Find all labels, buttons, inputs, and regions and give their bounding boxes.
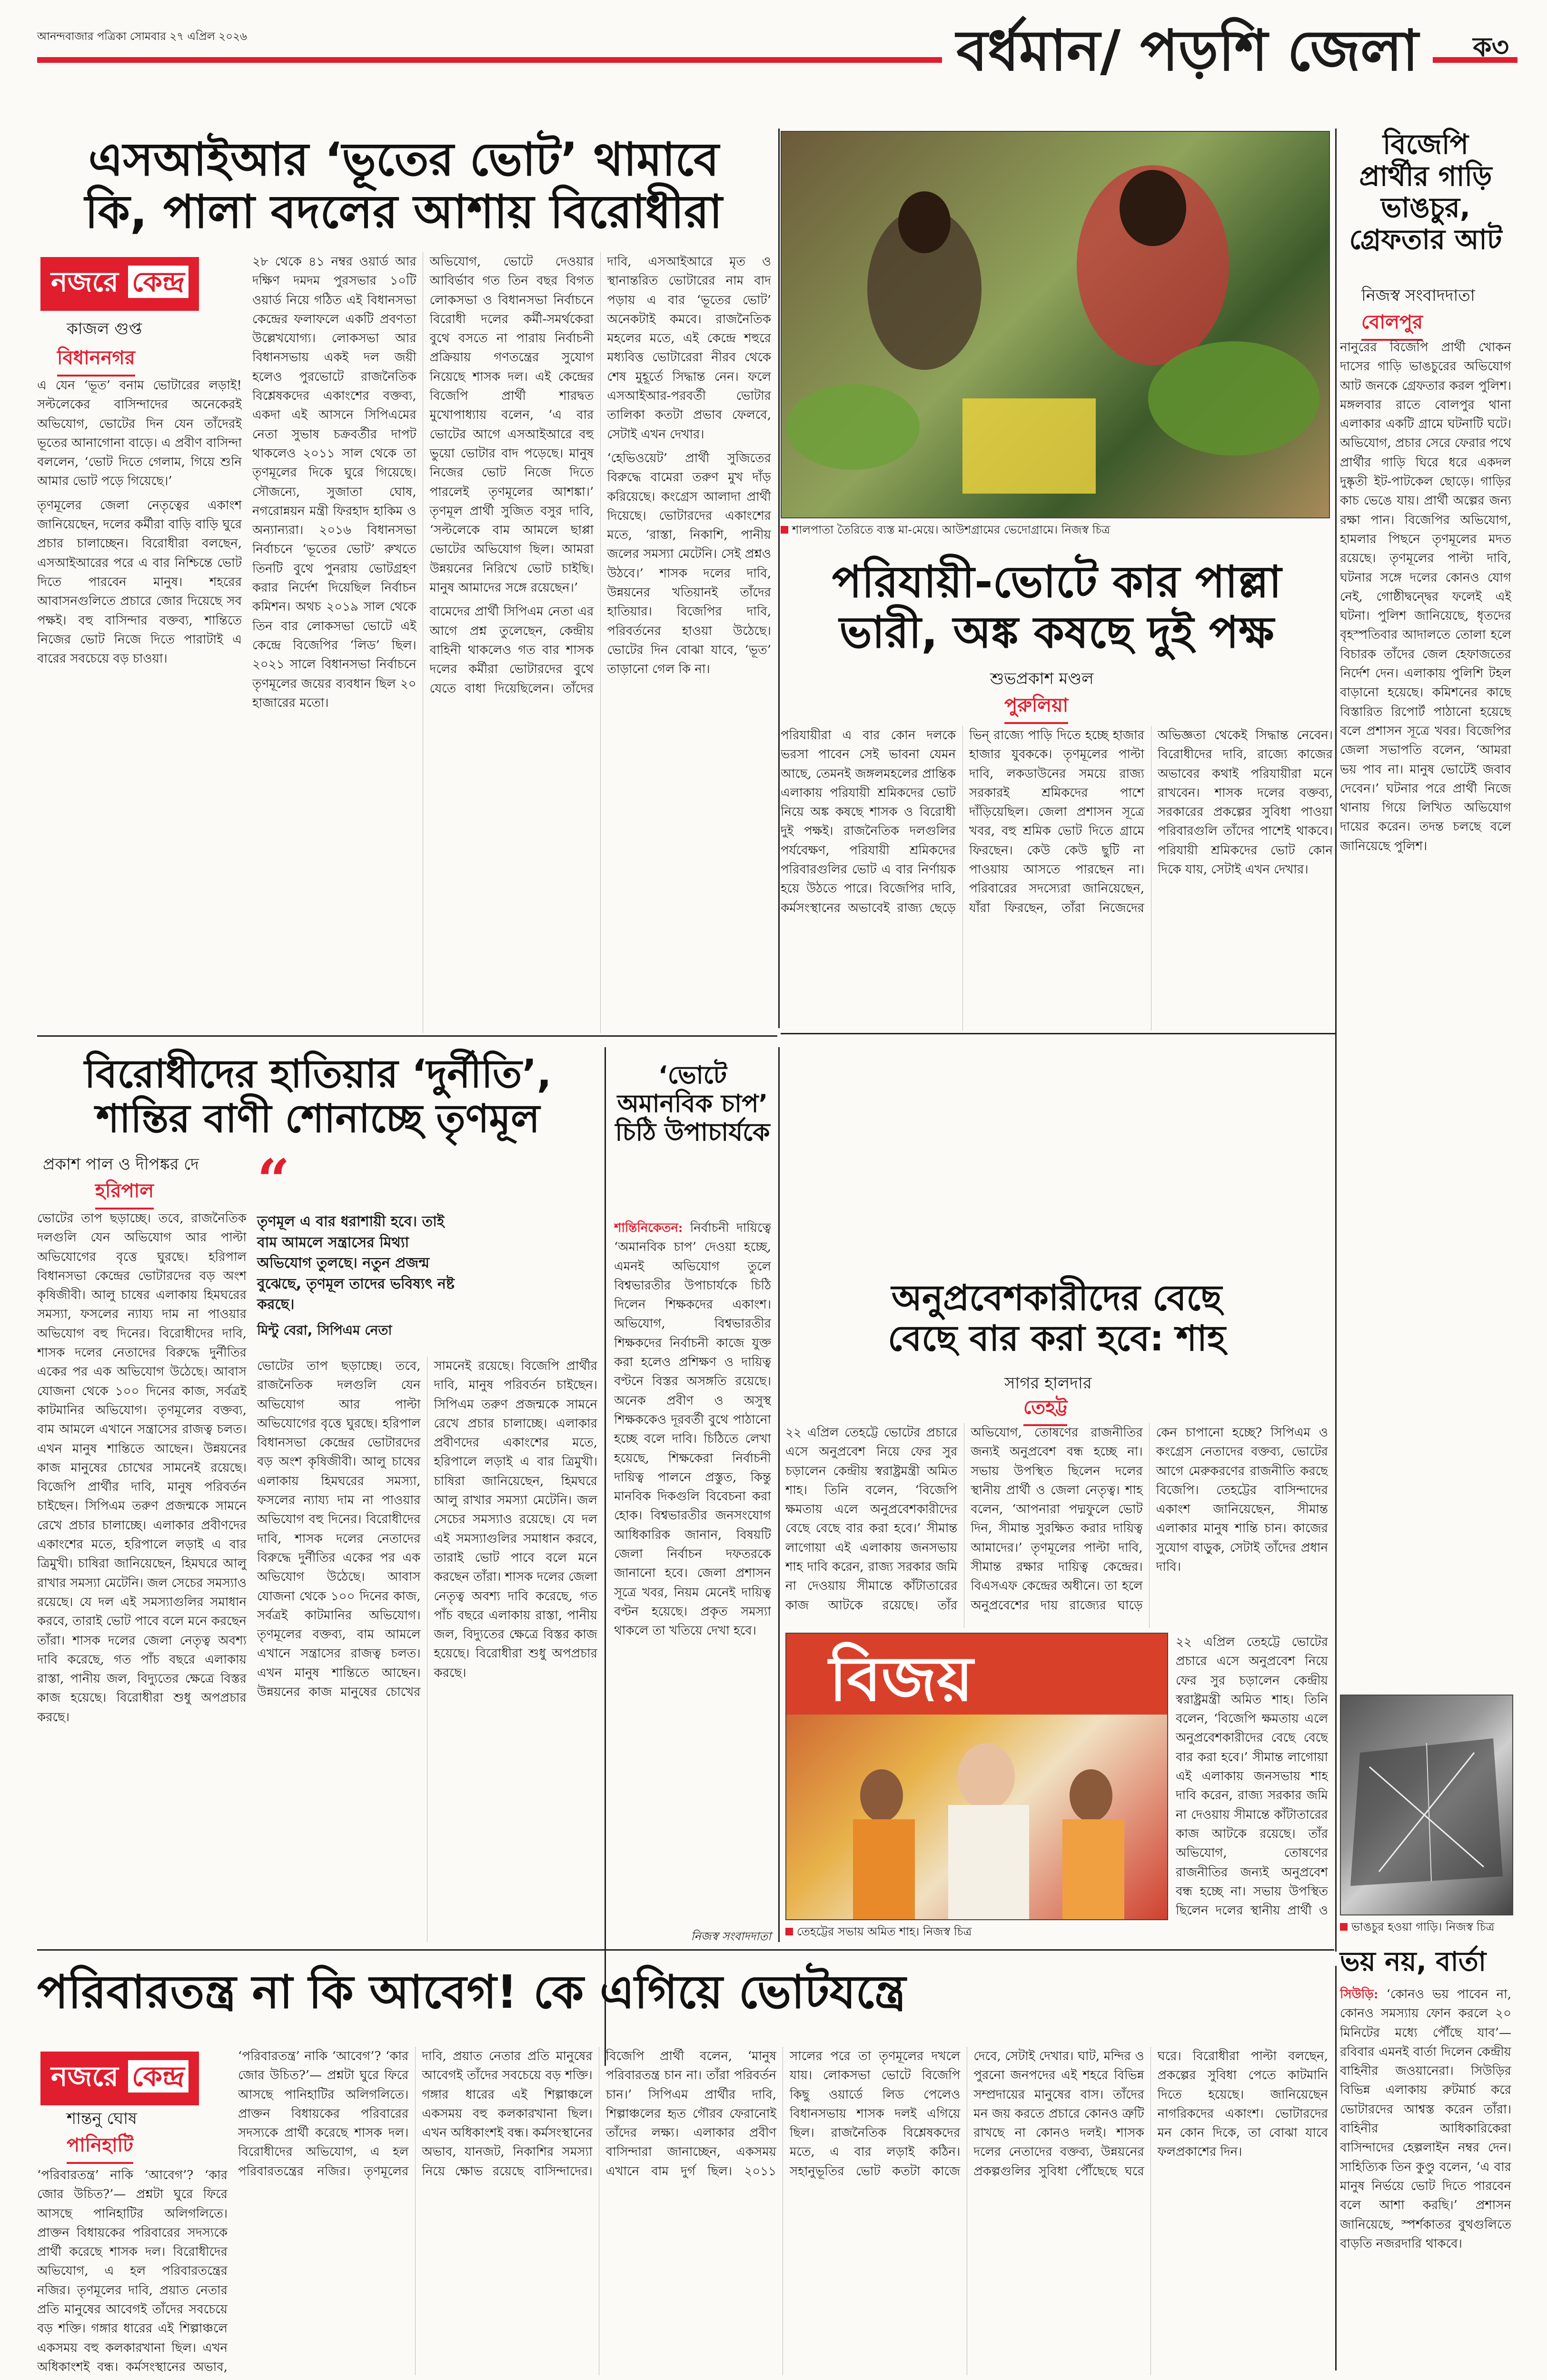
photo1-caption xyxy=(781,521,1328,540)
caption-marker xyxy=(781,526,788,534)
story4-body-col xyxy=(37,1209,247,1942)
story4-headline xyxy=(37,1052,599,1142)
story1-col1-text: ২৮ থেকে ৪১ নম্বর ওয়ার্ড আর দক্ষিণ দমদম পুরসভার ১০টি ওয়ার্ড নিয়ে গঠিত এই বিধানসভা কেন্দ্রের ফলাফলে একটি প্রবণতা উল্লেখযোগ্য। লোকসভা আর বিধানসভায় একই দল জয়ী হলেও পুরভোটে রাজনৈতিক বিশ্লেষকদের একাংশের বক্তব্য, একদা এই আসনে সিপিএমের নেতা সুভাষ চক্রবর্তীর দাপট থাকলেও ২০১১ সাল থেকে তা তৃণমূলের দিকে ঘুরে গিয়েছে। সৌজন্যে, সুজাতা ঘোষ, নগরোন্নয়ন মন্ত্রী ফিরহাদ হাকিম ও অন্যান্যরা। ২০১৬ বিধানসভা নির্বাচনে ‘ভূতের ভোট’ রুখতে তিনটি বুথে পুনরায় ভোটগ্রহণ করার নির্দেশ দিয়েছিল নির্বাচন কমিশন। অথচ ২০১৯ সাল থেকে তিন বার লোকসভা ভোটে এই কেন্দ্রে বিজেপির ‘লিড’ ছিল। ২০২১ সালে বিধানসভা নির্বাচনে তৃণমূলের জয়ের ব্যবধান ছিল ২০ হাজারের মতো। xyxy=(252,255,416,710)
story2-headline-line1: পরিযায়ী-ভোটে কার পাল্লা xyxy=(832,556,1282,607)
story1-author: কাজল গুপ্ত xyxy=(67,319,142,338)
story4-body-more xyxy=(257,1357,597,1942)
story7-body-text: ‘পরিবারতন্ত্র’ নাকি ‘আবেগ’? ‘কার জোর উচিত?’— প্রশ্নটা ঘুরে ফিরে আসছে পানিহাটির অলিগলিতে। প্রাক্তন বিধায়কের পরিবারের সদস্যকে প্রার্থী করেছে শাসক দল। বিরোধীদের অভিযোগ, এ হল পরিবারতন্ত্রের নজির। তৃণমূলের দাবি, প্রয়াত নেতার প্রতি মানুষের আবেগই তাঁদের সবচেয়ে বড় শক্তি। গঙ্গার ধারের এই শিল্পাঞ্চলে একসময় বহু কলকারখানা ছিল। এখন অধিকাংশই বন্ধ। কর্মসংস্থানের অভাব, যানজট, নিকাশির সমস্যা নিয়ে ক্ষোভ রয়েছে বাসিন্দাদের। বিজেপি প্রার্থী বলেন, ‘মানুষ পরিবারতন্ত্র চান না। তাঁরা পরিবর্তন চান।’ সিপিএম প্রার্থীর দাবি, শিল্পাঞ্চলের হৃত গৌরব ফেরানোই তাঁদের লক্ষ্য। এলাকার প্রবীণ বাসিন্দারা জানাচ্ছেন, একসময় এখানে বাম দুর্গ ছিল। ২০১১ সালের পরে তা তৃণমূলের দখলে যায়। লোকসভা ভোটে বিজেপি কিছু ওয়ার্ডে লিড পেলেও বিধানসভায় শাসক দলই এগিয়ে ছিল। রাজনৈতিক বিশ্লেষকদের মতে, এ বার লড়াই কঠিন। সহানুভূতির ভোট কতটা কাজে দেবে, সেটাই দেখার। ঘাট, মন্দির ও পুরনো জনপদের এই শহরে বিভিন্ন সম্প্রদায়ের মানুষের বাস। তাঁদের মন জয় করতে প্রচারে কোনও ত্রুটি রাখছে না কোনও দলই। শাসক দলের নেতাদের বক্তব্য, উন্নয়নের প্রকল্পগুলির সুবিধা পৌঁছেছে ঘরে ঘরে। বিরোধীরা পাল্টা বলছেন, প্রকল্পের সুবিধা পেতে কাটমানি দিতে হয়েছে। জানিয়েছেন নাগরিকদের একাংশ। ভোটারদের মন কোন দিকে, তা বোঝা যাবে ফলপ্রকাশের দিন। xyxy=(238,2049,1328,2179)
story3-photo-caption-text: ভাঙচুর হওয়া গাড়ি। নিজস্ব চিত্র xyxy=(1351,1920,1495,1934)
story8-place: সিউড়ি: xyxy=(1340,1987,1378,2002)
story3-headline xyxy=(1340,129,1511,256)
divider xyxy=(37,1949,1334,1951)
story5-body-text: নির্বাচনী দায়িত্বে ‘অমানবিক চাপ’ দেওয়া হচ্ছে, এমনই অভিযোগ তুলে বিশ্বভারতীর উপাচার্যকে চিঠি দিলেন শিক্ষকদের একাংশ। অভিযোগ, বিশ্বভারতীর শিক্ষকদের নির্বাচনী কাজে যুক্ত করা হলেও প্রশিক্ষণ ও দায়িত্ব বণ্টনে বিস্তর অসঙ্গতি রয়েছে। অনেক প্রবীণ ও অসুস্থ শিক্ষককেও দূরবর্তী বুথে পাঠানো হচ্ছে বলে দাবি। চিঠিতে লেখা হয়েছে, শিক্ষকেরা নির্বাচনী দায়িত্ব পালনে প্রস্তুত, কিন্তু মানবিক দিকগুলি বিবেচনা করা হোক। বিশ্বভারতীর জনসংযোগ আধিকারিক জানান, বিষয়টি জেলা নির্বাচন দফতরকে জানানো হবে। জেলা প্রশাসন সূত্রে খবর, নিয়ম মেনেই দায়িত্ব বণ্টন হয়েছে। প্রকৃত সমস্যা থাকলে তা খতিয়ে দেখা হবে। xyxy=(614,1221,771,1638)
story1-headline-line2: কি, পালা বদলের আশায় বিরোধীরা xyxy=(85,185,723,239)
story4-author: প্রকাশ পাল ও দীপঙ্কর দে xyxy=(43,1155,199,1174)
story7-place: পানিহাটি xyxy=(67,2130,133,2164)
story7-kicker-a: নজরে xyxy=(51,2060,119,2092)
story7-kicker-b: কেন্দ্র xyxy=(128,2060,188,2092)
divider xyxy=(778,129,780,1028)
story1-col5-text: তৃণমূলের জেলা নেতৃত্বের একাংশ জানিয়েছেন, দলের কর্মীরা বাড়ি বাড়ি ঘুরে প্রচার চালাচ্ছেন। বিরোধীরা বলছেন, এসআইআরের পরে এ বার নিশ্চিন্তে ভোট দিতে পারবেন মানুষ। শহরের আবাসনগুলিতে প্রচারে জোর দিয়েছে সব পক্ষই। বহু বাসিন্দার বক্তব্য, শান্তিতে নিজের ভোট নিজে দিতে পারাটাই এ বারের সবচেয়ে বড় চাওয়া। xyxy=(37,498,242,666)
story1-headline-line1: এসআইআর ‘ভূতের ভোট’ থামাবে xyxy=(88,133,719,186)
photo-illustration xyxy=(782,132,1329,517)
story6-headline-line1: অনুপ্রবেশকারীদের বেছে xyxy=(891,1278,1222,1319)
divider xyxy=(605,1047,606,2066)
story1-kicker-a: নজরে xyxy=(51,266,119,298)
divider xyxy=(781,1033,1335,1034)
story3-place-wrap xyxy=(1361,307,1423,341)
story6-headline xyxy=(785,1278,1328,1359)
story6-place-wrap xyxy=(1023,1392,1067,1426)
story7-headline: পরিবারতন্ত্র না কি আবেগ! কে এগিয়ে ভোটযন্ত্রে xyxy=(37,1965,906,2019)
story2-headline-line2: ভারী, অঙ্ক কষছে দুই পক্ষ xyxy=(839,606,1274,658)
story6-body-side xyxy=(1176,1633,1328,1918)
story3-place: বোলপুর xyxy=(1361,307,1423,341)
story1-kicker xyxy=(40,257,199,311)
rally-banner-text: বিজয় xyxy=(829,1643,973,1715)
story6-body-text: ২২ এপ্রিল তেহট্টে ভোটের প্রচারে এসে অনুপ্রবেশ নিয়ে ফের সুর চড়ালেন কেন্দ্রীয় স্বরাষ্ট্রমন্ত্রী অমিত শাহ। তিনি বলেন, ‘বিজেপি ক্ষমতায় এলে অনুপ্রবেশকারীদের বেছে বেছে বার করা হবে।’ সীমান্ত লাগোয়া এই এলাকায় জনসভায় শাহ দাবি করেন, রাজ্য সরকার জমি না দেওয়ায় সীমান্তে কাঁটাতারের কাজ আটকে রয়েছে। তাঁর অভিযোগ, তোষণের রাজনীতির জন্যই অনুপ্রবেশ বন্ধ হচ্ছে না। সভায় উপস্থিত ছিলেন দলের স্থানীয় প্রার্থী ও জেলা নেতৃত্ব। শাহ বলেন, ‘আপনারা পদ্মফুলে ভোট দিন, সীমান্ত সুরক্ষিত করার দায়িত্ব আমাদের।’ তৃণমূলের পাল্টা দাবি, সীমান্ত রক্ষার দায়িত্ব কেন্দ্রের। বিএসএফ কেন্দ্রের অধীনে। তা হলে অনুপ্রবেশের দায় রাজ্যের ঘাড়ে কেন চাপানো হচ্ছে? সিপিএম ও কংগ্রেস নেতাদের বক্তব্য, ভোটের আগে মেরুকরণের রাজনীতি করছে বিজেপি। তেহট্টের বাসিন্দাদের একাংশ জানিয়েছেন, সীমান্ত এলাকার মানুষ শান্তি চান। কাজের সুযোগ বাড়ুক, সেটাই তাঁদের প্রধান দাবি। xyxy=(785,1426,1328,1613)
story2-body xyxy=(781,726,1333,1031)
story1-lead xyxy=(37,376,242,1033)
story3-headline-line3: ভাঙচুর, xyxy=(1381,191,1470,224)
story6-body-text-continued: ২২ এপ্রিল তেহট্টে ভোটের প্রচারে এসে অনুপ্রবেশ নিয়ে ফের সুর চড়ালেন কেন্দ্রীয় স্বরাষ্ট্রমন্ত্রী অমিত শাহ। তিনি বলেন, ‘বিজেপি ক্ষমতায় এলে অনুপ্রবেশকারীদের বেছে বেছে বার করা হবে।’ সীমান্ত লাগোয়া এই এলাকায় জনসভায় শাহ দাবি করেন, রাজ্য সরকার জমি না দেওয়ায় সীমান্তে কাঁটাতারের কাজ আটকে রয়েছে। তাঁর অভিযোগ, তোষণের রাজনীতির জন্যই অনুপ্রবেশ বন্ধ হচ্ছে না। সভায় উপস্থিত ছিলেন দলের স্থানীয় প্রার্থী ও xyxy=(1176,1635,1328,1918)
story2-place: পুরুলিয়া xyxy=(1004,690,1068,724)
section-title: বর্ধমান/ পড়শি জেলা xyxy=(942,20,1433,82)
story6-author: সাগর হালদার xyxy=(1004,1374,1092,1393)
story7-kicker xyxy=(40,2052,199,2105)
quote-mark-icon: “ xyxy=(257,1147,290,1214)
story1-col4-text: ‘হেভিওয়েট’ প্রার্থী সুজিতের বিরুদ্ধে বামেরা তরুণ মুখ দাঁড় করিয়েছে। কংগ্রেস আলাদা প্রার্থী দিয়েছে। ভোটারদের একাংশের মতে, ‘রাস্তা, নিকাশি, পানীয় জলের সমস্যা মেটেনি। সেই প্রশ্নও উঠবে।’ শাসক দলের দাবি, উন্নয়নের খতিয়ানই তাঁদের হাতিয়ার। বিজেপির দাবি, পরিবর্তনের হাওয়া উঠেছে। ভোটের দিন বোঝা যাবে, ‘ভূত’ তাড়ানো গেল কি না। xyxy=(607,451,771,677)
story2-place-wrap xyxy=(1004,690,1068,724)
story3-headline-line1: বিজেপি xyxy=(1382,128,1469,160)
story3-body xyxy=(1340,338,1511,1680)
story5-place: শান্তিনিকেতন: xyxy=(614,1221,683,1235)
story1-col3-text: বামেদের প্রার্থী সিপিএম নেতা এর আগে প্রশ্ন তুলেছেন, কেন্দ্রীয় বাহিনী থাকলেও গত বার শাসক দলের কর্মীরা ভোটারদের বুথে যেতে বাধা দিয়েছিলেন। তাঁদের দাবি, এসআইআরে মৃত ও স্থানান্তরিত ভোটারের নাম বাদ পড়ায় এ বার ‘ভূতের ভোট’ অনেকটাই কমবে। রাজনৈতিক মহলের মতে, এই কেন্দ্রে শহুরে মধ্যবিত্ত ভোটারেরা নীরব থেকে শেষ মুহূর্তে সিদ্ধান্ত নেন। ফলে এসআইআর-পরবর্তী ভোটার তালিকা কতটা প্রভাব ফেলবে, সেটাই এখন দেখার। xyxy=(429,255,771,696)
masthead-date: আনন্দবাজার পত্রিকা সোমবার ২৭ এপ্রিল ২০২৬ xyxy=(37,30,247,43)
story1-col2-text: অভিযোগ, ভোটে দেওয়ার আবির্ভাব গত তিন বছর বিগত লোকসভা ও বিধানসভা নির্বাচনে বিরোধী দলের কর্মী-সমর্থকেরা বুথে বসতে না পারায় নির্বাচনী প্রক্রিয়ায় গণতন্ত্রের সুযোগ নিয়েছে শাসক দল। এই কেন্দ্রের বিজেপি প্রার্থী শারদ্বত মুখোপাধ্যায় বলেন, ‘এ বার ভোটের আগে এসআইআরে বহু ভুয়ো ভোটার বাদ পড়েছে। মানুষ নিজের ভোট নিজে দিতে পারলেই তৃণমূলের আশঙ্কা।’ তৃণমূল প্রার্থী সুজিত বসুর দাবি, ‘সল্টলেকে বাম আমলে ছাপ্পা ভোটের অভিযোগ ছিল। আমরা উন্নয়নের নিরিখে ভোট চাইছি। মানুষ আমাদের সঙ্গে রয়েছেন।’ xyxy=(429,255,594,595)
story4-headline-line2: শান্তির বাণী শোনাচ্ছে তৃণমূল xyxy=(96,1096,540,1142)
story2-headline xyxy=(781,557,1333,658)
story8-body xyxy=(1340,1985,1511,2375)
photo-amit-shah-rally xyxy=(785,1633,1168,1920)
story4-place-wrap xyxy=(95,1176,154,1210)
story4-pull-quote xyxy=(257,1211,466,1340)
story4-quote-by: মিন্টু বেরা, সিপিএম নেতা xyxy=(257,1322,392,1338)
page-number: ক৩ xyxy=(1473,32,1509,63)
story3-author: নিজস্ব সংবাদদাতা xyxy=(1361,286,1475,305)
story8-body-text: ‘কোনও ভয় পাবেন না, কোনও সমস্যায় ফোন করলে ২০ মিনিটের মধ্যে পৌঁছে যাব’— রবিবার এমনই বার্তা দিলেন কেন্দ্রীয় বাহিনীর জওয়ানেরা। সিউড়ির বিভিন্ন এলাকায় রুটমার্চ করে ভোটারদের আশ্বস্ত করেন তাঁরা। বাহিনীর আধিকারিকেরা বাসিন্দাদের হেল্পলাইন নম্বর দেন। সাহিত্যিক তিন কুণ্ডু বলেন, ‘এ বার মানুষ নির্ভয়ে ভোট দিতে পারবেন বলে আশা করছি।’ প্রশাসন জানিয়েছে, স্পর্শকাতর বুথগুলিতে বাড়তি নজরদারি থাকবে। xyxy=(1340,1987,1511,2251)
story4-place: হরিপাল xyxy=(95,1176,154,1210)
story8-headline: ভয় নয়, বার্তা xyxy=(1340,1946,1487,1977)
divider xyxy=(37,1035,777,1037)
story5-headline: ‘ভোটে অমানবিক চাপ’ চিঠি উপাচার্যকে xyxy=(615,1061,770,1147)
story6-place: তেহট্ট xyxy=(1023,1392,1067,1426)
story7-body-lead xyxy=(37,2166,228,2375)
photo-illustration xyxy=(1341,1696,1512,1914)
story3-body-text: নানুরের বিজেপি প্রার্থী খোকন দাসের গাড়ি ভাঙচুরের অভিযোগ আট জনকে গ্রেফতার করল পুলিশ। মঙ্গলবার রাতে বোলপুর থানা এলাকার একটি গ্রামে ঘটনাটি ঘটে। অভিযোগ, প্রচার সেরে ফেরার পথে প্রার্থীর গাড়ি ঘিরে ধরে একদল দুষ্কৃতী ইট-পাটকেল ছোড়ে। গাড়ির কাচ ভেঙে যায়। প্রার্থী অল্পের জন্য রক্ষা পান। বিজেপির অভিযোগ, হামলার পিছনে তৃণমূলের মদত রয়েছে। তৃণমূলের পাল্টা দাবি, ঘটনার সঙ্গে দলের কোনও যোগ নেই, গোষ্ঠীদ্বন্দ্বের ফলেই এই ঘটনা। পুলিশ জানিয়েছে, ধৃতদের বৃহস্পতিবার আদালতে তোলা হলে বিচারক তাঁদের জেল হেফাজতের নির্দেশ দেন। এলাকায় পুলিশি টহল বাড়ানো হয়েছে। কমিশনের কাছে বিস্তারিত রিপোর্ট পাঠানো হয়েছে বলে প্রশাসন সূত্রে খবর। বিজেপির জেলা সভাপতি বলেন, ‘আমরা ভয় পাব না। মানুষ ভোটেই জবাব দেবেন।’ ঘটনার পরে প্রার্থী নিজে থানায় গিয়ে লিখিত অভিযোগ দায়ের করেন। তদন্ত চলছে বলে জানিয়েছে পুলিশ। xyxy=(1340,340,1511,853)
story6-body xyxy=(785,1423,1328,1628)
story4-body-text-continued: ভোটের তাপ ছড়াচ্ছে। তবে, রাজনৈতিক দলগুলি যেন অভিযোগ আর পাল্টা অভিযোগের বৃত্তে ঘুরছে। হরিপাল বিধানসভা কেন্দ্রের ভোটারদের বড় অংশ কৃষিজীবী। আলু চাষের এলাকায় হিমঘরের সমস্যা, ফসলের ন্যায্য দাম না পাওয়ার অভিযোগ বহু দিনের। বিরোধীদের দাবি, শাসক দলের নেতাদের বিরুদ্ধে দুর্নীতির একের পর এক অভিযোগ উঠেছে। আবাস যোজনা থেকে ১০০ দিনের কাজ, সর্বত্রই কাটমানির অভিযোগ। তৃণমূলের বক্তব্য, বাম আমলে এখানে সন্ত্রাসের রাজত্ব চলত। এখন মানুষ শান্তিতে আছেন। উন্নয়নের কাজ মানুষের চোখের সামনেই রয়েছে। বিজেপি প্রার্থীর দাবি, মানুষ পরিবর্তন চাইছেন। সিপিএম তরুণ প্রজন্মকে সামনে রেখে প্রচার চালাচ্ছে। এলাকার প্রবীণদের একাংশের মতে, হরিপালে লড়াই এ বার ত্রিমুখী। চাষিরা জানিয়েছেন, হিমঘরে আলু রাখার সমস্যা মেটেনি। জল সেচের সমস্যাও রয়েছে। যে দল এই সমস্যাগুলির সমাধান করবে, তারাই ভোট পাবে বলে মনে করছেন তাঁরা। শাসক দলের জেলা নেতৃত্ব অবশ্য দাবি করেছে, গত পাঁচ বছরে এলাকায় রাস্তা, পানীয় জল, বিদ্যুতের ক্ষেত্রে বিস্তর কাজ হয়েছে। বিরোধীরা শুধু অপপ্রচার করছে। xyxy=(257,1359,597,1700)
story1-lead-text: এ যেন ‘ভূত’ বনাম ভোটারের লড়াই! সল্টলেকের বাসিন্দাদের অনেকেরই অভিযোগ, ভোটের দিন যেন তাঁদেরই ভূতের আনাগোনা বাড়ে। এ প্রবীণ বাসিন্দা বললেন, ‘ভোট দিতে গেলাম, গিয়ে শুনি আমার ভোট পড়ে গিয়েছে।’ xyxy=(37,378,242,489)
divider xyxy=(1335,1966,1337,2370)
story2-body-text: পরিযায়ীরা এ বার কোন দলকে ভরসা পাবেন সেই ভাবনা যেমন আছে, তেমনই জঙ্গলমহলের প্রান্তিক এলাকায় পরিযায়ী শ্রমিকদের ভোট নিয়ে অঙ্ক কষছে শাসক ও বিরোধী দুই পক্ষই। রাজনৈতিক দলগুলির পর্যবেক্ষণ, পরিযায়ী শ্রমিকদের পরিবারগুলির ভোট এ বার নির্ণায়ক হয়ে উঠতে পারে। বিজেপির দাবি, কর্মসংস্থানের অভাবেই রাজ্য ছেড়ে ভিন্ রাজ্যে পাড়ি দিতে হচ্ছে হাজার হাজার যুবককে। তৃণমূলের পাল্টা দাবি, লকডাউনের সময়ে রাজ্য সরকারই শ্রমিকদের পাশে দাঁড়িয়েছিল। জেলা প্রশাসন সূত্রে খবর, বহু শ্রমিক ভোট দিতে গ্রামে ফিরছেন। কেউ কেউ ছুটি না পাওয়ায় আসতে পারছেন না। পরিবারের সদস্যেরা জানিয়েছেন, যাঁরা ফিরছেন, তাঁরা নিজেদের অভিজ্ঞতা থেকেই সিদ্ধান্ত নেবেন। বিরোধীদের দাবি, রাজ্যে কাজের অভাবের কথাই পরিযায়ীরা মনে রাখবেন। শাসক দলের বক্তব্য, সরকারের প্রকল্পের সুবিধা পাওয়া পরিবারগুলি তাঁদের পাশেই থাকবে। পরিযায়ী শ্রমিকদের ভোট কোন দিকে যায়, সেটাই এখন দেখার। xyxy=(781,728,1333,915)
caption-marker xyxy=(785,1928,793,1935)
story1-kicker-b: কেন্দ্র xyxy=(128,266,188,298)
story7-author: শান্তনু ঘোষ xyxy=(67,2109,137,2128)
story7-body-lead-text: ‘পরিবারতন্ত্র’ নাকি ‘আবেগ’? ‘কার জোর উচিত?’— প্রশ্নটা ঘুরে ফিরে আসছে পানিহাটির অলিগলিতে। প্রাক্তন বিধায়কের পরিবারের সদস্যকে প্রার্থী করেছে শাসক দল। বিরোধীদের অভিযোগ, এ হল পরিবারতন্ত্রের নজির। তৃণমূলের দাবি, প্রয়াত নেতার প্রতি মানুষের আবেগই তাঁদের সবচেয়ে বড় শক্তি। গঙ্গার ধারের এই শিল্পাঞ্চলে একসময় বহু কলকারখানা ছিল। এখন অধিকাংশই বন্ধ। কর্মসংস্থানের অভাব, xyxy=(37,2168,228,2374)
story3-headline-line4: গ্রেফতার আট xyxy=(1349,223,1502,256)
story5-credit: নিজস্ব সংবাদদাতা xyxy=(691,1930,771,1943)
story1-place-wrap xyxy=(57,343,135,377)
story6-photo-caption xyxy=(785,1923,1166,1942)
story4-headline-line1: বিরোধীদের হাতিয়ার ‘দুর্নীতি’, xyxy=(84,1051,552,1097)
photo-sal-leaf-workers xyxy=(781,131,1330,518)
story5-body xyxy=(614,1219,771,1923)
story4-quote-text: তৃণমূল এ বার ধরাশায়ী হবে। তাই বাম আমলে সন্ত্রাসের মিথ্যা অভিযোগ তুলছে। নতুন প্রজন্ম বুঝেছে, তৃণমূল তাদের ভবিষ্যৎ নষ্ট করছে। xyxy=(257,1213,455,1313)
story6-photo-caption-text: তেহট্টের সভায় অমিত শাহ। নিজস্ব চিত্র xyxy=(797,1925,972,1938)
story2-author: শুভপ্রকাশ মণ্ডল xyxy=(990,669,1094,688)
photo-illustration xyxy=(786,1634,1167,1919)
story1-place: বিধাননগর xyxy=(57,343,135,377)
divider xyxy=(778,1047,780,1942)
story4-body-text: ভোটের তাপ ছড়াচ্ছে। তবে, রাজনৈতিক দলগুলি যেন অভিযোগ আর পাল্টা অভিযোগের বৃত্তে ঘুরছে। হরিপাল বিধানসভা কেন্দ্রের ভোটারদের বড় অংশ কৃষিজীবী। আলু চাষের এলাকায় হিমঘরের সমস্যা, ফসলের ন্যায্য দাম না পাওয়ার অভিযোগ বহু দিনের। বিরোধীদের দাবি, শাসক দলের নেতাদের বিরুদ্ধে দুর্নীতির একের পর এক অভিযোগ উঠেছে। আবাস যোজনা থেকে ১০০ দিনের কাজ, সর্বত্রই কাটমানির অভিযোগ। তৃণমূলের বক্তব্য, বাম আমলে এখানে সন্ত্রাসের রাজত্ব চলত। এখন মানুষ শান্তিতে আছেন। উন্নয়নের কাজ মানুষের চোখের সামনেই রয়েছে। বিজেপি প্রার্থীর দাবি, মানুষ পরিবর্তন চাইছেন। সিপিএম তরুণ প্রজন্মকে সামনে রেখে প্রচার চালাচ্ছে। এলাকার প্রবীণদের একাংশের মতে, হরিপালে লড়াই এ বার ত্রিমুখী। চাষিরা জানিয়েছেন, হিমঘরে আলু রাখার সমস্যা মেটেনি। জল সেচের সমস্যাও রয়েছে। যে দল এই সমস্যাগুলির সমাধান করবে, তারাই ভোট পাবে বলে মনে করছেন তাঁরা। শাসক দলের জেলা নেতৃত্ব অবশ্য দাবি করেছে, গত পাঁচ বছরে এলাকায় রাস্তা, পানীয় জল, বিদ্যুতের ক্ষেত্রে বিস্তর কাজ হয়েছে। বিরোধীরা শুধু অপপ্রচার করছে। xyxy=(37,1211,247,1725)
story1-body xyxy=(252,252,771,1033)
photo1-caption-text: শালপাতা তৈরিতে ব্যস্ত মা-মেয়ে। আউশগ্রামের ভেদোগ্রামে। নিজস্ব চিত্র xyxy=(792,523,1111,536)
story1-headline xyxy=(37,133,770,238)
caption-marker xyxy=(1340,1923,1348,1931)
story3-headline-line2: প্রার্থীর গাড়ি xyxy=(1359,159,1492,192)
story3-photo-caption xyxy=(1340,1918,1511,1937)
photo-vandalised-car xyxy=(1340,1695,1513,1915)
story6-headline-line2: বেছে বার করা হবে: শাহ xyxy=(888,1318,1226,1359)
story7-place-wrap xyxy=(67,2130,133,2164)
story7-body xyxy=(238,2047,1328,2375)
divider xyxy=(1335,129,1337,1952)
